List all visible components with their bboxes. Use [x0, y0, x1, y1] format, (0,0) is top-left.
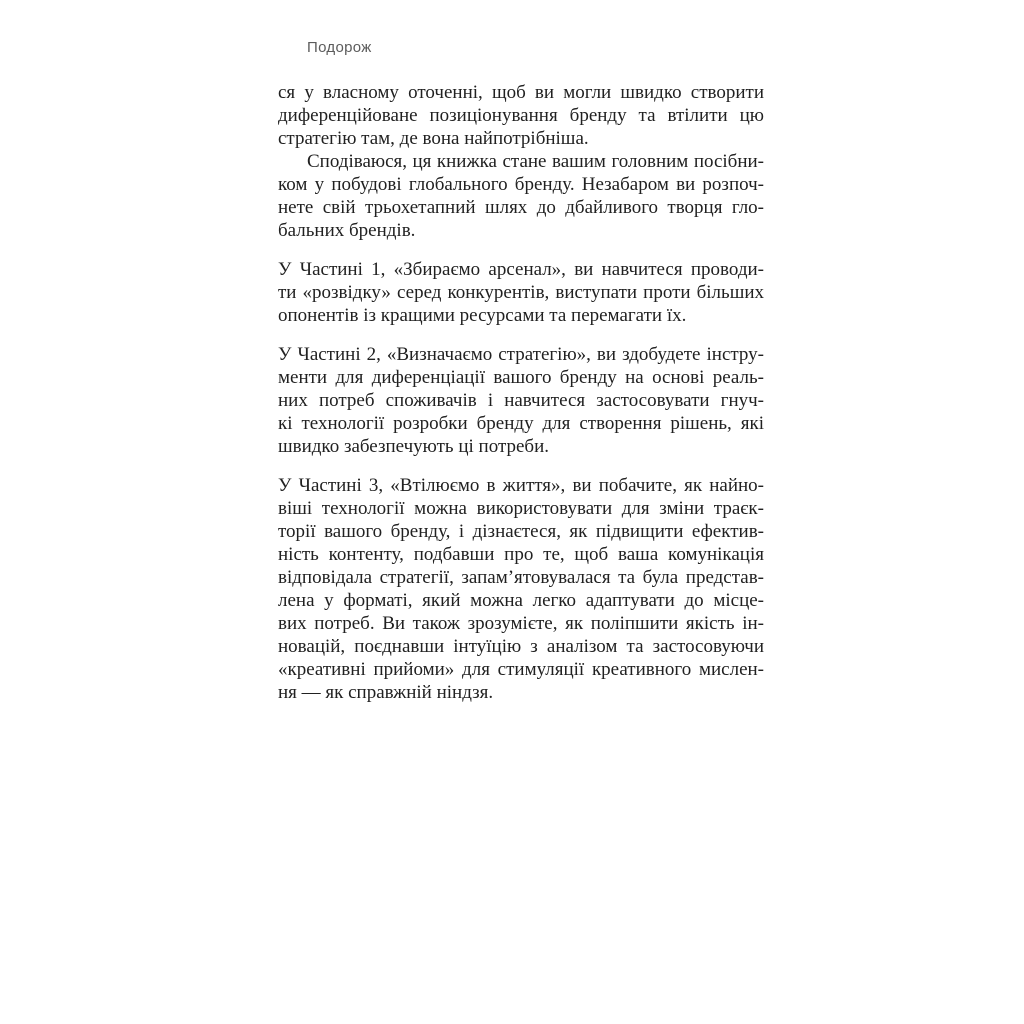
text-line: відповідала стратегії, запам’ятовувалася та була представ- — [278, 567, 764, 588]
paragraph — [278, 258, 764, 327]
paragraph — [278, 343, 764, 458]
paragraph — [278, 81, 764, 150]
text-line: опонентів із кращими ресурсами та перемагати їх. — [278, 305, 687, 326]
text-line: стратегію там, де вона найпотрібніша. — [278, 128, 589, 149]
text-line: них потреб споживачів і навчитеся застосовувати гнуч- — [278, 390, 764, 411]
text-line: У Частині 1, «Збираємо арсенал», ви навчитеся проводи- — [278, 259, 764, 280]
text-line: диференційоване позиціонування бренду та втілити цю — [278, 105, 764, 126]
text-line: «креативні прийоми» для стимуляції креативного мислен- — [278, 659, 764, 680]
text-line: ком у побудові глобального бренду. Незабаром ви розпоч- — [278, 174, 764, 195]
text-line: ня — як справжній ніндзя. — [278, 682, 494, 703]
text-line: новацій, поєднавши інтуїцію з аналізом та застосовуючи — [278, 636, 764, 657]
text-line: бальних брендів. — [278, 220, 416, 241]
text-line: торії вашого бренду, і дізнаєтеся, як підвищити ефектив- — [278, 521, 764, 542]
running-head: Подорож — [307, 39, 372, 56]
text-line: менти для диференціації вашого бренду на основі реаль- — [278, 367, 764, 388]
text-line: лена у форматі, який можна легко адаптувати до місце- — [278, 590, 764, 611]
text-line: Сподіваюся, ця книжка стане вашим головним посібни- — [307, 151, 764, 172]
text-line: нете свій трьохетапний шлях до дбайливого творця гло- — [278, 197, 764, 218]
paragraph — [278, 150, 764, 242]
text-line: кі технології розробки бренду для створення рішень, які — [278, 413, 764, 434]
text-line: У Частині 3, «Втілюємо в життя», ви побачите, як найно- — [278, 475, 764, 496]
paragraph — [278, 474, 764, 704]
text-line: вих потреб. Ви також зрозумієте, як поліпшити якість ін- — [278, 613, 764, 634]
text-line: У Частині 2, «Визначаємо стратегію», ви здобудете інстру- — [278, 344, 764, 365]
text-line: віші технології можна використовувати для зміни траєк- — [278, 498, 764, 519]
text-line: ти «розвідку» серед конкурентів, виступати проти більших — [278, 282, 764, 303]
text-line: ність контенту, подбавши про те, щоб ваша комунікація — [278, 544, 764, 565]
body-text — [278, 81, 764, 704]
text-line: ся у власному оточенні, щоб ви могли швидко створити — [278, 82, 764, 103]
text-line: швидко забезпечують ці потреби. — [278, 436, 549, 457]
